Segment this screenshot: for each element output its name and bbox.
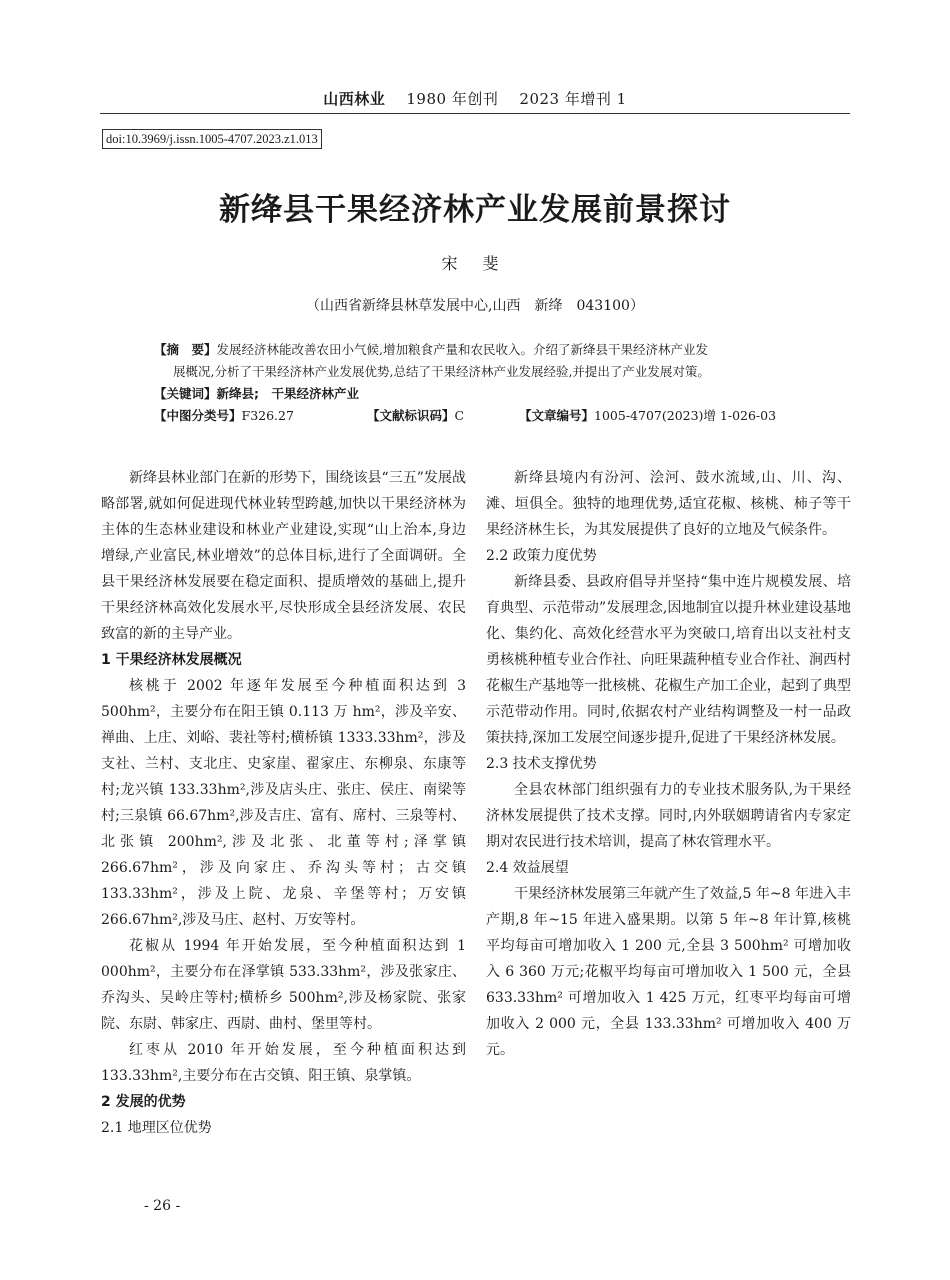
pepper-paragraph: 花椒从 1994 年开始发展，至今种植面积达到 1 000hm²，主要分布在泽掌镇 533.33hm²，涉及张家庄、乔沟头、吴岭庄等村;横桥乡 500hm²,涉及杨家院、张家院、东尉、韩家庄、西尉、曲村、堡里等村。	[101, 938, 466, 1032]
section-1-heading: 1 干果经济林发展概况	[101, 652, 242, 668]
keywords-line	[154, 383, 794, 405]
doc-code-cell	[367, 405, 464, 427]
tech-paragraph: 全县农林部门组织强有力的专业技术服务队,为干果经济林发展提供了技术支撑。同时,内外联姻聘请省内专家定期对农民进行技术培训，提高了林农管理水平。	[486, 782, 851, 850]
section-2-2-heading: 2.2 政策力度优势	[486, 548, 597, 564]
classification-row	[154, 405, 794, 427]
keywords-label: 【关键词】	[154, 386, 217, 401]
right-column	[486, 465, 851, 1063]
author-affiliation: （山西省新绛县林草发展中心,山西 新绛 043100）	[306, 298, 644, 314]
article-number-label: 【文章编号】	[519, 408, 595, 423]
intro-paragraph: 新绛县林业部门在新的形势下，围绕该县“三五”发展战略部署,就如何促进现代林业转型跨越,加快以干果经济林为主体的生态林业建设和林业产业建设,实现“山上治本,身边增绿,产业富民,林业增效”的总体目标,进行了全面调研。全县干果经济林发展要在稳定面积、提质增效的基础上,提升干果经济林高效化发展水平,尽快形成全县经济发展、农民致富的新的主导产业。	[101, 470, 466, 642]
jujube-paragraph: 红枣从 2010 年开始发展，至今种植面积达到 133.33hm²,主要分布在古交镇、阳王镇、泉掌镇。	[101, 1042, 466, 1084]
doc-code-label: 【文献标识码】	[367, 408, 455, 423]
walnut-paragraph: 核桃于 2002 年逐年发展至今种植面积达到 3 500hm²，主要分布在阳王镇 0.113 万 hm²，涉及辛安、禅曲、上庄、刘峪、裴社等村;横桥镇 1333.33hm²，涉及支社、兰村、支北庄、史家崖、翟家庄、东柳泉、东康等村;龙兴镇 133.33hm²,涉及店头庄、张庄、侯庄、南梁等村;三泉镇 66.67hm²,涉及吉庄、富有、席村、三泉等村、北张镇 200hm²,涉及北张、北董等村;泽掌镇 266.67hm²，涉及向家庄、乔沟头等村；古交镇 133.33hm²，涉及上院、龙泉、辛堡等村；万安镇 266.67hm²,涉及马庄、赵村、万安等村。	[101, 678, 466, 928]
author-name: 宋 斐	[441, 254, 509, 273]
abstract-label: 【摘 要】	[154, 342, 217, 357]
section-2-4-heading: 2.4 效益展望	[486, 860, 569, 876]
keywords-text: 新绛县; 干果经济林产业	[216, 386, 360, 401]
running-header	[100, 88, 850, 109]
journal-name: 山西林业	[323, 90, 386, 108]
page-number: - 26 -	[144, 1198, 181, 1214]
clc-value: F326.27	[241, 408, 294, 423]
article-number-cell	[519, 405, 776, 427]
abstract-block	[154, 339, 794, 427]
header-rule	[100, 113, 850, 114]
section-2-1-heading: 2.1 地理区位优势	[101, 1120, 212, 1136]
abstract-text-2: 展概况,分析了干果经济林产业发展优势,总结了干果经济林产业发展经验,并提出了产业发展对策。	[173, 364, 710, 379]
policy-paragraph: 新绛县委、县政府倡导并坚持“集中连片规模发展、培育典型、示范带动”发展理念,因地制宜以提升林业建设基地化、集约化、高效化经营水平为突破口,培育出以支社村支勇核桃种植专业合作社、向旺果蔬种植专业合作社、涧西村花椒生产基地等一批核桃、花椒生产加工企业，起到了典型示范带动作用。同时,依据农村产业结构调整及一村一品政策扶持,深加工发展空间逐步提升,促进了干果经济林发展。	[486, 574, 851, 746]
article-title: 新绛县干果经济林产业发展前景探讨	[219, 192, 731, 228]
abstract-line-1	[154, 339, 794, 361]
article-number-value: 1005-4707(2023)增 1-026-03	[594, 408, 777, 423]
section-2-heading: 2 发展的优势	[101, 1094, 186, 1110]
issue-info: 2023 年增刊 1	[519, 90, 627, 108]
doi-box[interactable]: doi:10.3969/j.issn.1005-4707.2023.z1.013	[102, 129, 322, 149]
doc-code-value: C	[454, 408, 465, 423]
clc-cell	[154, 405, 294, 427]
founded-year: 1980 年创刊	[406, 90, 499, 108]
benefit-paragraph: 干果经济林发展第三年就产生了效益,5 年~8 年进入丰产期,8 年~15 年进入盛果期。以第 5 年~8 年计算,核桃平均每亩可增加收入 1 200 元,全县 3 500hm² 可增加收入 6 360 万元;花椒平均每亩可增加收入 1 500 元，全县 633.33hm² 可增加收入 1 425 万元，红枣平均每亩可增加收入 2 000 元，全县 133.33hm² 可增加收入 400 万元。	[486, 886, 851, 1058]
left-column	[101, 465, 466, 1141]
abstract-text-1: 发展经济林能改善农田小气候,增加粮食产量和农民收入。介绍了新绛县干果经济林产业发	[216, 342, 708, 357]
clc-label: 【中图分类号】	[154, 408, 242, 423]
section-2-3-heading: 2.3 技术支撑优势	[486, 756, 597, 772]
geo-paragraph: 新绛县境内有汾河、浍河、鼓水流域,山、川、沟、滩、垣俱全。独特的地理优势,适宜花椒、核桃、柿子等干果经济林生长，为其发展提供了良好的立地及气候条件。	[486, 470, 851, 538]
